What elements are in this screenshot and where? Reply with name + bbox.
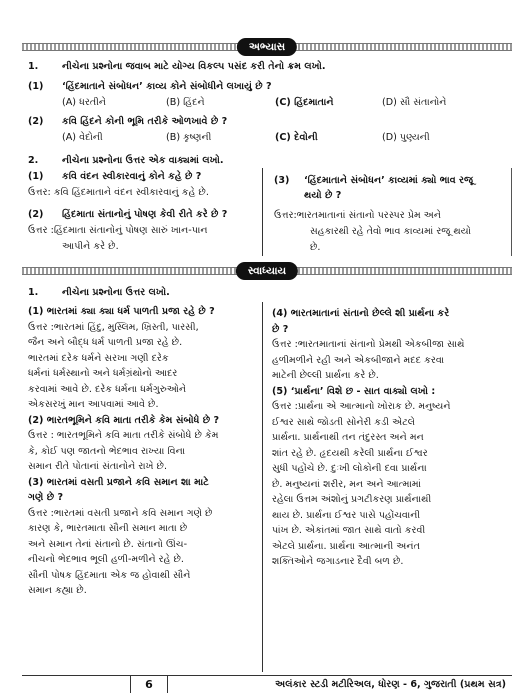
page-footer [22, 675, 512, 692]
option-d: (D) પુણ્યની [382, 132, 430, 143]
question-line: છે ? [272, 323, 289, 335]
sub-question-text: કવિ હિંદને કોની ભૂમિ તરીકે ઓળખાવે છે ? [62, 116, 228, 127]
section-title: અભ્યાસ [237, 38, 297, 56]
column-divider [262, 168, 263, 256]
answer-line: કે, કોઈ પણ જાતનો ભેદભાવ રાખ્યા વિના [28, 445, 186, 457]
answer-text: ઉત્તર: કવિ હિંદમાતાને વંદન સ્વીકારવાનું કહે છે. [28, 187, 209, 198]
sub-question-number: (1) [28, 81, 44, 92]
option-b: (B) હિંદને [166, 97, 205, 108]
question-line: (3) ભારતમાં વસતી પ્રજાને કવિ સમાન શા માટે [28, 476, 209, 488]
answer-line: સૌની પોષક હિંદમાતા એક જ હોવાથી સૌને [28, 569, 191, 581]
question-line: ગણે છે ? [28, 492, 64, 503]
answer-line: માટેની છેલ્લી પ્રાર્થના કરે છે. [272, 370, 379, 381]
option-d: (D) સૌ સંતાનોને [382, 97, 447, 108]
sub-question-number: (2) [28, 116, 44, 127]
sub-question-text: હિંદમાતા સંતાનોનું પોષણ કેવી રીતે કરે છે ? [62, 209, 228, 220]
answer-line: અને સમાન તેનાં સંતાનો છે. સંતાનો ઊંચ- [28, 538, 188, 550]
answer-line: સમાન રીતે પોતાનાં સંતાનોને રાખે છે. [28, 461, 168, 472]
option-a: (A) વેદોની [62, 132, 103, 143]
answer-line: સમાન કહ્યા છે. [28, 585, 87, 596]
answer-line: ઉત્તર :ભારતમાં વસતી પ્રજાને કવિ સમાન ગણે છે [28, 507, 213, 519]
option-b: (B) કૃષ્ણની [166, 132, 212, 143]
question-number: 2. [28, 155, 39, 166]
answer-text: ઉત્તર :હિંદમાતા સંતાનોનું પોષણ સારું ખાન-પાન [28, 225, 208, 236]
question-instruction: નીચેના પ્રશ્નોના જવાબ માટે યોગ્ય વિકલ્પ પસંદ કરી તેનો ક્રમ લખો. [62, 61, 326, 72]
sub-question-number: (3) [274, 175, 290, 186]
answer-line: પાંખ છે. એકાંતમાં જાત સાથે વાતો કરવી [272, 525, 426, 536]
option-c: (C) દેવોની [275, 132, 318, 143]
answer-text: ઉત્તર:ભારતમાતાનાં સંતાનો પરસ્પર પ્રેમ અને [274, 210, 442, 221]
answer-line: કરવામાં આવે છે. દરેક ધર્મના ધર્મગુરુઓને [28, 383, 187, 395]
answer-line: ઈશ્વર સાથે જોડતી સોનેરી કડી એટલે [272, 416, 416, 428]
section-header-swadhyay [22, 262, 512, 280]
answer-line: જૈન અને બૌદ્ધ ધર્મ પાળતી પ્રજા રહે છે. [28, 337, 183, 348]
right-answers-column [272, 306, 512, 570]
footer-text: અલંકાર સ્ટડી મટીરિઅલ, ધોરણ - 6, ગુજરાતી (પ્રથમ સત્ર) [275, 679, 506, 690]
question-line: (5) ‘પ્રાર્થના’ વિશે છ - સાત વાક્યો લખો : [272, 385, 436, 397]
answer-text: છે. [310, 242, 321, 253]
question-number: 1. [28, 287, 39, 298]
answer-line: ઉત્તર :પ્રાર્થના એ આત્માનો ખોરાક છે. મનુષ્યને [272, 401, 451, 412]
page-number: 6 [130, 676, 168, 693]
answer-line: કારણ કે, ભારતમાતા સૌની સમાન માતા છે [28, 523, 188, 534]
answer-line: પ્રાર્થના. પ્રાર્થનાથી તન તંદુરસ્ત અને મન [272, 432, 424, 443]
answer-line: શક્તિઓને જગાડનાર દૈવી બળ છે. [272, 556, 404, 567]
section-title: સ્વાધ્યાય [236, 262, 298, 280]
answer-line: ભારતમાં દરેક ધર્મને સરખા ગણી દરેક [28, 352, 169, 364]
question-instruction: નીચેના પ્રશ્નોના ઉત્તર લખો. [62, 287, 170, 298]
answer-line: સુધી પહોંચે છે. દુઃખી લોકોની દવા પ્રાર્થના [272, 463, 427, 474]
answer-line: રહેલા ઉત્તમ અંશોનું પ્રગટીકરણ પ્રાર્થનાથી [272, 494, 432, 505]
answer-line: છે. મનુષ્યનાં શરીર, મન અને આત્મામાં [272, 478, 422, 490]
column-divider [262, 302, 263, 672]
answer-line: હળીમળીને રહી અને એકબીજાને મદદ કરવા [272, 354, 445, 366]
sub-question-number: (2) [28, 209, 44, 220]
section-header-abhyas [22, 38, 512, 56]
sub-question-text: ‘હિંદમાતાને સંબોધન’ કાવ્યમાં ક્યો ભાવ રજૂ [304, 175, 474, 186]
sub-question-text: થયો છે ? [304, 190, 342, 201]
sub-question-text: કવિ વંદન સ્વીકારવાનું કોને કહે છે ? [62, 171, 202, 182]
question-line: (4) ભારતમાતાનાં સંતાનો છેલ્લે શી પ્રાર્થના કરે [272, 308, 450, 319]
sub-question-number: (1) [28, 171, 44, 182]
answer-line: થાય છે. પ્રાર્થના ઈશ્વર પાસે પહોંચવાની [272, 509, 421, 521]
answer-text: આપીને કરે છે. [62, 241, 119, 252]
answer-line: ધર્મનાં ધર્મસ્થાનો અને ધર્મગ્રંથોનો આદર [28, 368, 178, 379]
answer-line: શાંત રહે છે. હૃદયથી કરેલી પ્રાર્થના ઈશ્વર [272, 447, 428, 459]
answer-line: એટલે પ્રાર્થના. પ્રાર્થના આત્માની અનંત [272, 540, 420, 552]
question-line: (1) ભારતમાં ક્યા ક્યા ધર્મ પાળતી પ્રજા રહે છે ? [28, 306, 215, 317]
option-a: (A) ધરતીને [62, 97, 107, 108]
question-number: 1. [28, 61, 39, 72]
option-c: (C) હિંદમાતાને [275, 97, 334, 108]
answer-line: ઉત્તર :ભારતમાતાનાં સંતાનો પ્રેમથી એકબીજા સાથે [272, 339, 465, 350]
answer-line: નીચનો ભેદભાવ ભૂલી હળી-મળીને રહે છે. [28, 554, 184, 565]
question-instruction: નીચેના પ્રશ્નોના ઉત્તર એક વાક્યમાં લખો. [62, 155, 224, 166]
answer-line: એકસરખું માન આપવામાં આવે છે. [28, 399, 159, 410]
sub-question-text: ‘હિંદમાતાને સંબોધન’ કાવ્ય કોને સંબોધીને લખાયું છે ? [62, 81, 272, 92]
left-answers-column [28, 304, 260, 599]
answer-text: સહકારથી રહે તેવો ભાવ કાવ્યમાં રજૂ થયો [310, 226, 472, 237]
question-line: (2) ભારતભૂમિને કવિ માતા તરીકે કેમ સંબોધે છે ? [28, 414, 220, 426]
answer-line: ઉત્તર : ભારતભૂમિને કવિ માતા તરીકે સંબોધે છે કેમ [28, 430, 219, 441]
answer-line: ઉત્તર :ભારતમાં હિંદુ, મુસ્લિમ, ખ્રિસ્તી, પારસી, [28, 321, 199, 333]
